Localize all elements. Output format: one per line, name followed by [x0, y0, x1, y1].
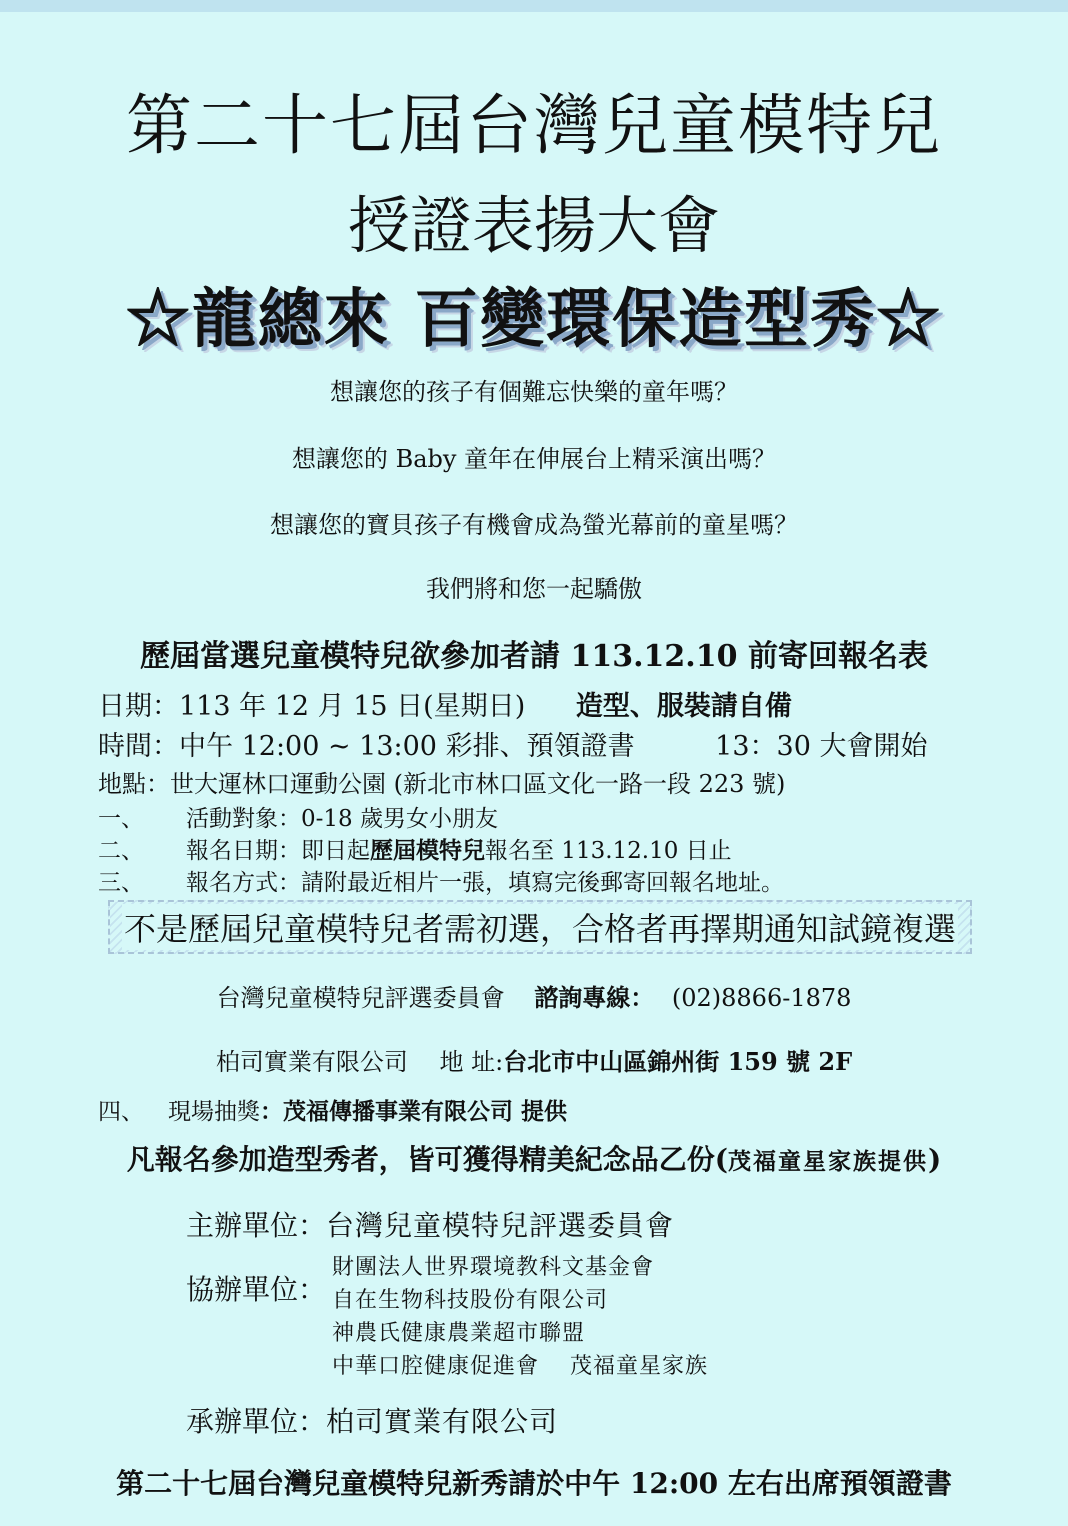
co-organizer-2: 自在生物科技股份有限公司	[332, 1288, 609, 1313]
gift-text-c: )	[928, 1143, 942, 1176]
hotline-number: (02)8866-1878	[671, 984, 852, 1012]
gift-text-a: 凡報名參加造型秀者，皆可獲得精美紀念品乙份(	[126, 1143, 728, 1176]
item-2-text-a: 報名日期：即日起	[186, 838, 370, 864]
hotline-label: 諮詢專線：	[534, 984, 655, 1012]
item-1-text: 活動對象：0-18 歲男女小朋友	[186, 806, 498, 832]
time-note: 13：30 大會開始	[715, 731, 928, 762]
date-note: 造型、服裝請自備	[575, 691, 792, 722]
item-2-text-c: 報名至 113.12.10 日止	[485, 838, 732, 864]
question-3: 想讓您的寶貝孩子有機會成為螢光幕前的童星嗎？	[270, 511, 798, 539]
gift-line	[0, 1138, 1068, 1178]
question-4: 我們將和您一起驕傲	[426, 575, 642, 603]
address: 台北市中山區錦州街 159 號 2F	[503, 1047, 853, 1076]
host-row	[186, 1400, 558, 1440]
organizer-row	[186, 1204, 674, 1244]
item-2-text-b: 歷屆模特兒	[370, 837, 485, 864]
host-name: 柏司實業有限公司	[326, 1405, 559, 1438]
item-3-text: 報名方式：請附最近相片一張，填寫完後郵寄回報名地址。	[186, 870, 784, 896]
title-sub: 授證表揚大會	[347, 189, 720, 262]
headline: 歷屆當選兒童模特兒欲參加者請 113.12.10 前寄回報名表	[140, 639, 928, 674]
title-main: 第二十七屆台灣兒童模特兒	[126, 87, 942, 164]
top-bar	[0, 0, 1068, 12]
date-label: 日期：113 年 12 月 15 日(星期日)	[98, 691, 526, 722]
organizer-label: 主辦單位：	[186, 1209, 327, 1242]
item-2-number: 二、	[98, 838, 144, 864]
item-4	[98, 1093, 567, 1126]
co-organizer-1: 財團法人世界環境教科文基金會	[332, 1255, 655, 1280]
item-4-number: 四、	[98, 1099, 144, 1125]
footer-note: 第二十七屆台灣兒童模特兒新秀請於中午 12:00 左右出席預領證書	[116, 1467, 952, 1500]
co-organizer-4: 中華口腔健康促進會 茂福童星家族	[332, 1354, 708, 1379]
item-1	[98, 800, 498, 833]
co-organizer-label: 協辦單位：	[186, 1273, 327, 1306]
item-3	[98, 864, 784, 897]
date-row	[98, 684, 792, 723]
banner-text: 不是歷屆兒童模特兒者需初選，合格者再擇期通知試鏡複選	[122, 904, 958, 950]
gift-text-b: 茂福童星家族提供	[728, 1148, 928, 1175]
host-label: 承辦單位：	[186, 1405, 327, 1438]
item-2	[98, 832, 732, 865]
time-row	[98, 724, 927, 763]
address-row	[0, 1042, 1068, 1077]
item-1-number: 一、	[98, 806, 144, 832]
item-4-label: 現場抽獎	[168, 1099, 260, 1125]
address-label: 地 址:	[439, 1048, 504, 1076]
preliminary-banner	[108, 900, 972, 954]
company: 柏司實業有限公司	[215, 1048, 408, 1076]
co-organizer-3: 神農氏健康農業超市聯盟	[332, 1321, 586, 1346]
question-1: 想讓您的孩子有個難忘快樂的童年嗎？	[330, 378, 738, 406]
organizer-name: 台灣兒童模特兒評選委員會	[326, 1209, 675, 1242]
question-2: 想讓您的 Baby 童年在伸展台上精采演出嗎？	[291, 445, 777, 473]
place-row: 地點：世大運林口運動公園 (新北市林口區文化一路一段 223 號)	[98, 770, 786, 798]
committee: 台灣兒童模特兒評選委員會	[216, 984, 505, 1012]
contact-row	[0, 978, 1068, 1013]
item-3-number: 三、	[98, 870, 144, 896]
item-4-value: ：茂福傳播事業有限公司 提供	[260, 1098, 568, 1125]
title-show: ☆龍總來 百變環保造型秀☆	[125, 282, 943, 357]
time-label: 時間：中午 12:00 ~ 13:00 彩排、預領證書	[98, 731, 635, 762]
